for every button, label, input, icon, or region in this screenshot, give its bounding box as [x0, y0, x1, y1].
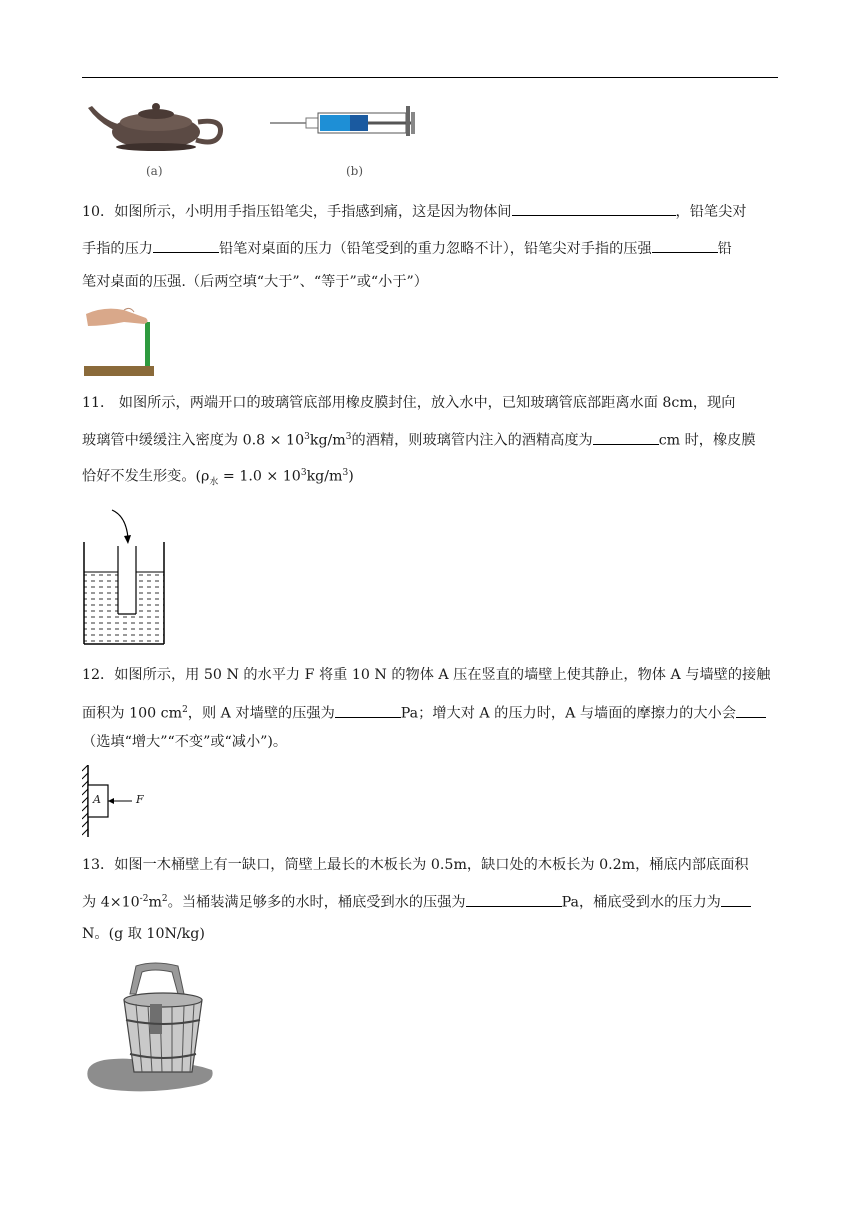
teapot-figure — [84, 92, 234, 154]
block-label: A — [93, 793, 101, 806]
q13-blank-1[interactable] — [466, 892, 562, 907]
q12-line-3: （选填“增大”“不变”或“减小”)。 — [82, 734, 288, 750]
tube-in-water-figure — [82, 506, 170, 648]
q10-line-1: 10．如图所示，小明用手指压铅笔尖，手指感到痛，这是因为物体间 ，铅笔尖对 — [82, 201, 746, 222]
header-rule — [82, 77, 778, 78]
syringe-figure — [268, 104, 418, 138]
q12-line-1: 12．如图所示，用 50 N 的水平力 F 将重 10 N 的物体 A 压在竖直的墙壁上使其静止，物体 A 与墙壁的接触 — [82, 667, 771, 683]
q13-line-3: N。(g 取 10N/kg) — [82, 926, 205, 942]
force-label: F — [136, 793, 144, 806]
caption-a: (a) — [146, 164, 163, 178]
q11-line-2: 玻璃管中缓缓注入密度为 $0.8 \times 10^3kg/m^3$的酒精，则玻璃管内注入的酒精高度为 cm 时，橡皮膜 — [82, 427, 756, 451]
q12-blank-1[interactable] — [335, 703, 401, 718]
q10-line-2: 手指的压力 铅笔对桌面的压力（铅笔受到的重力忽略不计），铅笔尖对手指的压强 铅 — [82, 238, 732, 259]
wooden-bucket-figure — [84, 960, 216, 1096]
caption-b: (b) — [346, 164, 364, 178]
q13-line-1: 13．如图一木桶壁上有一缺口，筒壁上最长的木板长为 0.5m，缺口处的木板长为 0.2m，桶底内部底面积 — [82, 857, 749, 873]
q11-line-3: 恰好不发生形变。$(\rho_水 = 1.0 \times 10^3kg/m^3)$ — [82, 468, 354, 488]
q10-line-3: 笔对桌面的压强.（后两空填“大于”、“等于”或“小于”） — [82, 274, 428, 290]
q10-blank-2[interactable] — [153, 238, 219, 253]
q12-line-2: 面积为 100 $cm^2$，则 A 对墙壁的压强为 Pa；增大对 A 的压力时，A 与墙面的摩擦力的大小会 — [82, 700, 766, 724]
finger-pencil-figure — [84, 304, 156, 380]
q10-blank-1[interactable] — [512, 201, 676, 216]
wall-block-figure — [82, 765, 162, 837]
q13-blank-2[interactable] — [721, 892, 751, 907]
q12-blank-2[interactable] — [736, 703, 766, 718]
q13-line-2: 为 $4\times 10^{-2}m^2$。当桶装满足够多的水时，桶底受到水的压强为 Pa，桶底受到水的压力为 — [82, 889, 751, 913]
q11-blank[interactable] — [593, 430, 659, 445]
q10-blank-3[interactable] — [652, 238, 718, 253]
q11-line-1: 11． 如图所示，两端开口的玻璃管底部用橡皮膜封住，放入水中，已知玻璃管底部距离水面 8cm，现向 — [82, 395, 736, 411]
